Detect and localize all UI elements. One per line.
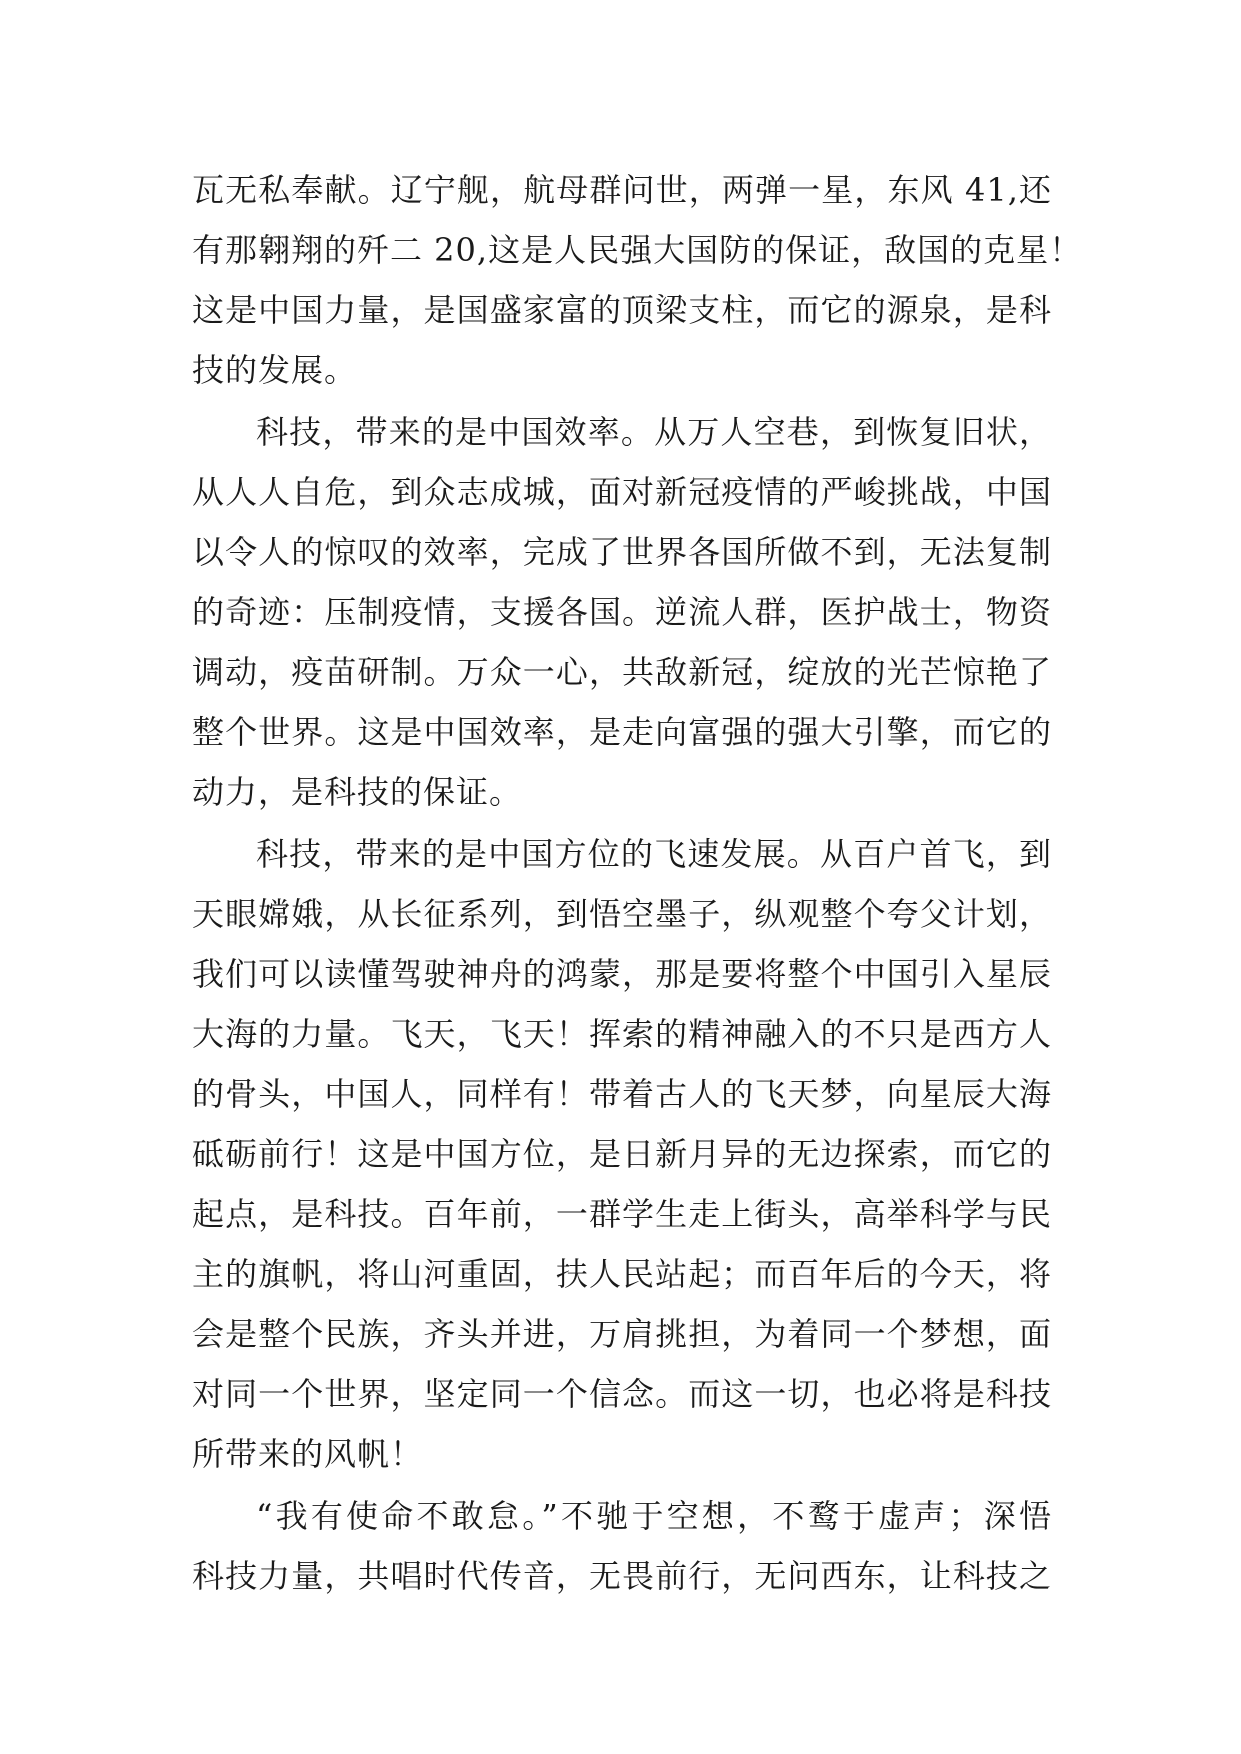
text-line: 砥砺前行！这是中国方位，是日新月异的无边探索，而它的: [192, 1135, 1052, 1173]
text-line: 调动，疫苗研制。万众一心，共敌新冠，绽放的光芒惊艳了: [192, 653, 1052, 691]
paragraph: [192, 1486, 1052, 1606]
text-line: 科技，带来的是中国方位的飞速发展。从百户首飞，到: [256, 835, 1052, 873]
text-line: 会是整个民族，齐头并进，万肩挑担，为着同一个梦想，面: [192, 1315, 1052, 1353]
text-line: 科技，带来的是中国效率。从万人空巷，到恢复旧状，: [256, 413, 1052, 451]
text-line: 科技力量，共唱时代传音，无畏前行，无问西东，让科技之: [192, 1557, 1052, 1595]
text-line: 对同一个世界，坚定同一个信念。而这一切，也必将是科技: [192, 1375, 1052, 1413]
document-body: [192, 160, 1083, 1606]
text-line: 瓦无私奉献。辽宁舰，航母群问世，两弹一星，东风 41,还: [192, 171, 1052, 209]
paragraph: [192, 402, 1052, 822]
text-line: 有那翱翔的歼二 20,这是人民强大国防的保证，敌国的克星！: [192, 231, 1083, 269]
paragraph: [192, 824, 1052, 1484]
text-line: 动力，是科技的保证。: [192, 773, 523, 811]
text-line: 的奇迹：压制疫情，支援各国。逆流人群，医护战士，物资: [192, 593, 1052, 631]
text-line: 的骨头，中国人，同样有！带着古人的飞天梦，向星辰大海: [192, 1075, 1052, 1113]
text-line: 主的旗帆，将山河重固，扶人民站起；而百年后的今天，将: [192, 1255, 1052, 1293]
text-line: 起点，是科技。百年前，一群学生走上街头，高举科学与民: [192, 1195, 1052, 1233]
text-line: 以令人的惊叹的效率，完成了世界各国所做不到，无法复制: [192, 533, 1052, 571]
text-line: 我们可以读懂驾驶神舟的鸿蒙，那是要将整个中国引入星辰: [192, 955, 1052, 993]
text-line: 天眼嫦娥，从长征系列，到悟空墨子，纵观整个夸父计划，: [192, 895, 1052, 933]
text-line: 所带来的风帆！: [192, 1435, 424, 1473]
text-line: “我有使命不敢怠。”不驰于空想，不鹜于虚声；深悟: [256, 1497, 1052, 1535]
text-line: 大海的力量。飞天，飞天！挥索的精神融入的不只是西方人: [192, 1015, 1052, 1053]
text-line: 整个世界。这是中国效率，是走向富强的强大引擎，而它的: [192, 713, 1052, 751]
text-line: 这是中国力量，是国盛家富的顶梁支柱，而它的源泉，是科: [192, 291, 1052, 329]
text-line: 从人人自危，到众志成城，面对新冠疫情的严峻挑战，中国: [192, 473, 1052, 511]
text-line: 技的发展。: [192, 351, 358, 389]
paragraph: [192, 160, 1083, 400]
